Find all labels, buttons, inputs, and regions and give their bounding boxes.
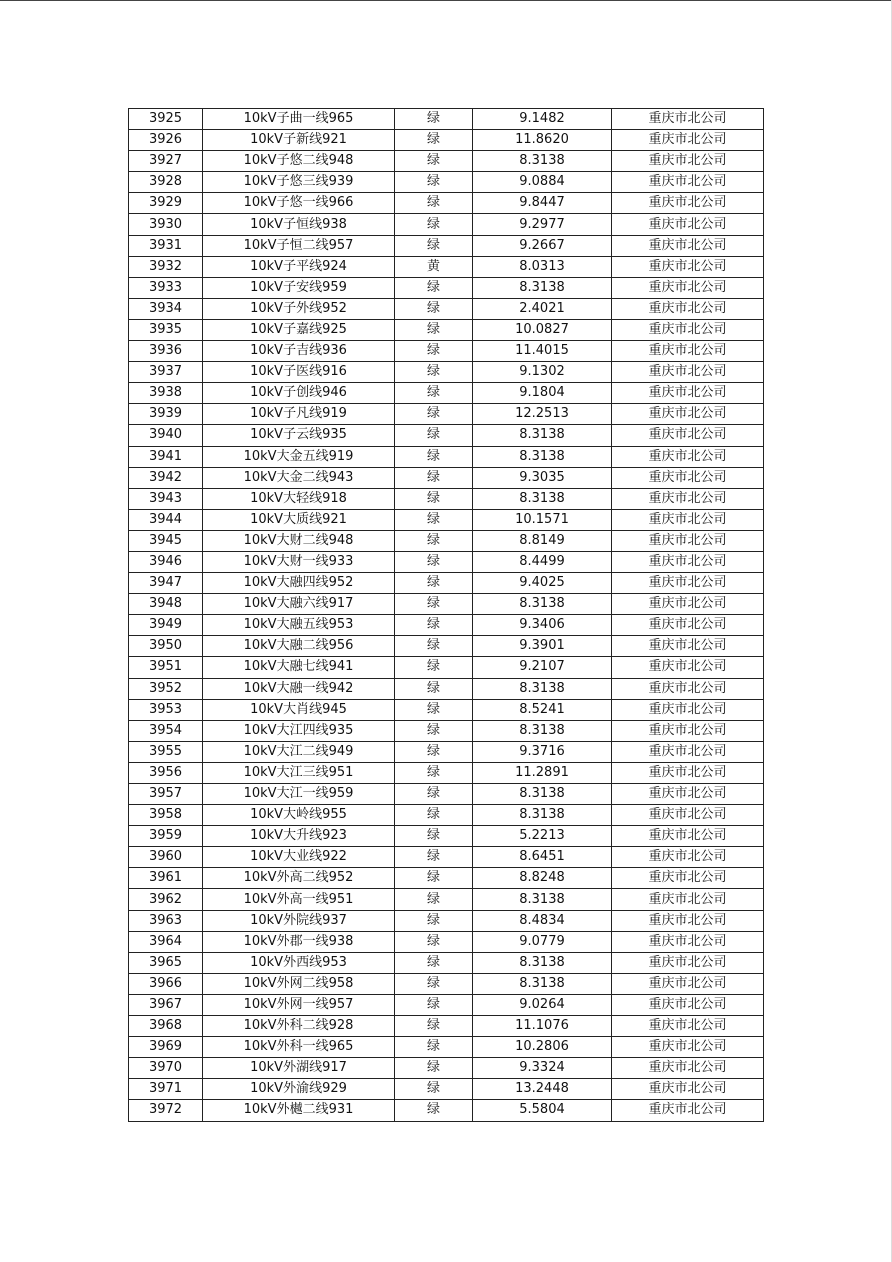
table-row	[129, 530, 764, 551]
company-cell: 重庆市北公司	[612, 193, 764, 214]
row-number-cell: 3969	[129, 1037, 203, 1058]
company-cell: 重庆市北公司	[612, 214, 764, 235]
row-number-cell: 3957	[129, 784, 203, 805]
value-cell: 9.1482	[473, 109, 612, 130]
table-row	[129, 1079, 764, 1100]
status-color-cell: 绿	[395, 973, 473, 994]
company-cell: 重庆市北公司	[612, 931, 764, 952]
table-row	[129, 994, 764, 1015]
row-number-cell: 3958	[129, 805, 203, 826]
status-color-cell: 绿	[395, 678, 473, 699]
company-cell: 重庆市北公司	[612, 847, 764, 868]
line-name-cell: 10kV子曲一线965	[203, 109, 395, 130]
table-row	[129, 319, 764, 340]
row-number-cell: 3935	[129, 319, 203, 340]
table-row	[129, 910, 764, 931]
company-cell: 重庆市北公司	[612, 151, 764, 172]
company-cell: 重庆市北公司	[612, 509, 764, 530]
line-name-cell: 10kV大江四线935	[203, 720, 395, 741]
company-cell: 重庆市北公司	[612, 1058, 764, 1079]
row-number-cell: 3942	[129, 467, 203, 488]
value-cell: 8.3138	[473, 488, 612, 509]
value-cell: 8.3138	[473, 973, 612, 994]
row-number-cell: 3971	[129, 1079, 203, 1100]
table-row	[129, 847, 764, 868]
table-row	[129, 214, 764, 235]
row-number-cell: 3952	[129, 678, 203, 699]
status-color-cell: 绿	[395, 636, 473, 657]
company-cell: 重庆市北公司	[612, 868, 764, 889]
row-number-cell: 3929	[129, 193, 203, 214]
value-cell: 9.3406	[473, 615, 612, 636]
status-color-cell: 绿	[395, 889, 473, 910]
status-color-cell: 绿	[395, 573, 473, 594]
line-name-cell: 10kV子悠一线966	[203, 193, 395, 214]
table-row	[129, 762, 764, 783]
status-color-cell: 绿	[395, 931, 473, 952]
status-color-cell: 绿	[395, 741, 473, 762]
row-number-cell: 3956	[129, 762, 203, 783]
value-cell: 11.8620	[473, 130, 612, 151]
value-cell: 9.8447	[473, 193, 612, 214]
line-name-cell: 10kV外樾二线931	[203, 1100, 395, 1121]
row-number-cell: 3960	[129, 847, 203, 868]
row-number-cell: 3946	[129, 551, 203, 572]
status-color-cell: 绿	[395, 1100, 473, 1121]
company-cell: 重庆市北公司	[612, 805, 764, 826]
value-cell: 8.3138	[473, 805, 612, 826]
line-name-cell: 10kV子平线924	[203, 256, 395, 277]
value-cell: 8.3138	[473, 151, 612, 172]
row-number-cell: 3940	[129, 425, 203, 446]
table-row	[129, 805, 764, 826]
row-number-cell: 3970	[129, 1058, 203, 1079]
table-row	[129, 1037, 764, 1058]
row-number-cell: 3951	[129, 657, 203, 678]
feeder-table-body	[129, 109, 764, 1122]
company-cell: 重庆市北公司	[612, 256, 764, 277]
table-row	[129, 784, 764, 805]
line-name-cell: 10kV大融七线941	[203, 657, 395, 678]
status-color-cell: 绿	[395, 383, 473, 404]
status-color-cell: 绿	[395, 720, 473, 741]
row-number-cell: 3961	[129, 868, 203, 889]
value-cell: 8.3138	[473, 446, 612, 467]
value-cell: 5.5804	[473, 1100, 612, 1121]
line-name-cell: 10kV大岭线955	[203, 805, 395, 826]
company-cell: 重庆市北公司	[612, 699, 764, 720]
line-name-cell: 10kV外科一线965	[203, 1037, 395, 1058]
company-cell: 重庆市北公司	[612, 826, 764, 847]
value-cell: 8.3138	[473, 594, 612, 615]
value-cell: 8.3138	[473, 678, 612, 699]
row-number-cell: 3944	[129, 509, 203, 530]
value-cell: 9.0264	[473, 994, 612, 1015]
row-number-cell: 3939	[129, 404, 203, 425]
line-name-cell: 10kV外院线937	[203, 910, 395, 931]
value-cell: 8.8248	[473, 868, 612, 889]
line-name-cell: 10kV大质线921	[203, 509, 395, 530]
company-cell: 重庆市北公司	[612, 467, 764, 488]
line-name-cell: 10kV外高一线951	[203, 889, 395, 910]
table-row	[129, 383, 764, 404]
value-cell: 8.8149	[473, 530, 612, 551]
line-name-cell: 10kV外科二线928	[203, 1016, 395, 1037]
status-color-cell: 绿	[395, 615, 473, 636]
value-cell: 8.3138	[473, 277, 612, 298]
status-color-cell: 绿	[395, 762, 473, 783]
row-number-cell: 3936	[129, 341, 203, 362]
status-color-cell: 绿	[395, 952, 473, 973]
line-name-cell: 10kV大融四线952	[203, 573, 395, 594]
table-row	[129, 931, 764, 952]
line-name-cell: 10kV外渝线929	[203, 1079, 395, 1100]
row-number-cell: 3967	[129, 994, 203, 1015]
line-name-cell: 10kV大肖线945	[203, 699, 395, 720]
line-name-cell: 10kV外湖线917	[203, 1058, 395, 1079]
row-number-cell: 3933	[129, 277, 203, 298]
row-number-cell: 3949	[129, 615, 203, 636]
line-name-cell: 10kV大财一线933	[203, 551, 395, 572]
row-number-cell: 3955	[129, 741, 203, 762]
table-row	[129, 1016, 764, 1037]
feeder-table	[128, 108, 764, 1122]
table-row	[129, 277, 764, 298]
table-row	[129, 151, 764, 172]
value-cell: 10.2806	[473, 1037, 612, 1058]
table-row	[129, 636, 764, 657]
status-color-cell: 绿	[395, 425, 473, 446]
status-color-cell: 绿	[395, 319, 473, 340]
company-cell: 重庆市北公司	[612, 720, 764, 741]
company-cell: 重庆市北公司	[612, 319, 764, 340]
status-color-cell: 绿	[395, 130, 473, 151]
table-row	[129, 826, 764, 847]
company-cell: 重庆市北公司	[612, 1037, 764, 1058]
status-color-cell: 绿	[395, 109, 473, 130]
line-name-cell: 10kV子医线916	[203, 362, 395, 383]
row-number-cell: 3948	[129, 594, 203, 615]
line-name-cell: 10kV子外线952	[203, 298, 395, 319]
row-number-cell: 3934	[129, 298, 203, 319]
table-row	[129, 256, 764, 277]
status-color-cell: 绿	[395, 298, 473, 319]
line-name-cell: 10kV大业线922	[203, 847, 395, 868]
row-number-cell: 3964	[129, 931, 203, 952]
line-name-cell: 10kV大江三线951	[203, 762, 395, 783]
value-cell: 2.4021	[473, 298, 612, 319]
row-number-cell: 3959	[129, 826, 203, 847]
table-row	[129, 467, 764, 488]
line-name-cell: 10kV子吉线936	[203, 341, 395, 362]
table-row	[129, 109, 764, 130]
status-color-cell: 绿	[395, 1016, 473, 1037]
table-row	[129, 594, 764, 615]
status-color-cell: 黄	[395, 256, 473, 277]
company-cell: 重庆市北公司	[612, 889, 764, 910]
status-color-cell: 绿	[395, 488, 473, 509]
row-number-cell: 3965	[129, 952, 203, 973]
value-cell: 8.4834	[473, 910, 612, 931]
value-cell: 9.3901	[473, 636, 612, 657]
value-cell: 11.2891	[473, 762, 612, 783]
value-cell: 11.4015	[473, 341, 612, 362]
table-row	[129, 130, 764, 151]
company-cell: 重庆市北公司	[612, 298, 764, 319]
row-number-cell: 3966	[129, 973, 203, 994]
value-cell: 9.4025	[473, 573, 612, 594]
company-cell: 重庆市北公司	[612, 973, 764, 994]
value-cell: 9.0779	[473, 931, 612, 952]
company-cell: 重庆市北公司	[612, 594, 764, 615]
table-row	[129, 1058, 764, 1079]
table-row	[129, 551, 764, 572]
table-row	[129, 509, 764, 530]
table-row	[129, 720, 764, 741]
company-cell: 重庆市北公司	[612, 615, 764, 636]
row-number-cell: 3937	[129, 362, 203, 383]
row-number-cell: 3931	[129, 235, 203, 256]
value-cell: 8.4499	[473, 551, 612, 572]
value-cell: 10.0827	[473, 319, 612, 340]
row-number-cell: 3925	[129, 109, 203, 130]
company-cell: 重庆市北公司	[612, 109, 764, 130]
table-row	[129, 952, 764, 973]
company-cell: 重庆市北公司	[612, 784, 764, 805]
line-name-cell: 10kV外高二线952	[203, 868, 395, 889]
line-name-cell: 10kV大金五线919	[203, 446, 395, 467]
value-cell: 13.2448	[473, 1079, 612, 1100]
line-name-cell: 10kV外网二线958	[203, 973, 395, 994]
page-top-border	[0, 0, 892, 1]
status-color-cell: 绿	[395, 214, 473, 235]
company-cell: 重庆市北公司	[612, 1016, 764, 1037]
status-color-cell: 绿	[395, 910, 473, 931]
row-number-cell: 3953	[129, 699, 203, 720]
status-color-cell: 绿	[395, 826, 473, 847]
line-name-cell: 10kV大升线923	[203, 826, 395, 847]
status-color-cell: 绿	[395, 530, 473, 551]
table-row	[129, 615, 764, 636]
status-color-cell: 绿	[395, 151, 473, 172]
line-name-cell: 10kV子安线959	[203, 277, 395, 298]
table-row	[129, 404, 764, 425]
row-number-cell: 3962	[129, 889, 203, 910]
company-cell: 重庆市北公司	[612, 341, 764, 362]
status-color-cell: 绿	[395, 1079, 473, 1100]
value-cell: 8.3138	[473, 425, 612, 446]
line-name-cell: 10kV大金二线943	[203, 467, 395, 488]
company-cell: 重庆市北公司	[612, 488, 764, 509]
status-color-cell: 绿	[395, 1037, 473, 1058]
status-color-cell: 绿	[395, 594, 473, 615]
value-cell: 9.3324	[473, 1058, 612, 1079]
value-cell: 8.3138	[473, 784, 612, 805]
row-number-cell: 3943	[129, 488, 203, 509]
status-color-cell: 绿	[395, 235, 473, 256]
status-color-cell: 绿	[395, 172, 473, 193]
row-number-cell: 3932	[129, 256, 203, 277]
table-row	[129, 235, 764, 256]
table-row	[129, 362, 764, 383]
status-color-cell: 绿	[395, 551, 473, 572]
table-row	[129, 678, 764, 699]
status-color-cell: 绿	[395, 784, 473, 805]
line-name-cell: 10kV大融一线942	[203, 678, 395, 699]
row-number-cell: 3968	[129, 1016, 203, 1037]
table-row	[129, 1100, 764, 1121]
row-number-cell: 3928	[129, 172, 203, 193]
line-name-cell: 10kV大融二线956	[203, 636, 395, 657]
line-name-cell: 10kV大融五线953	[203, 615, 395, 636]
status-color-cell: 绿	[395, 446, 473, 467]
line-name-cell: 10kV子悠三线939	[203, 172, 395, 193]
company-cell: 重庆市北公司	[612, 277, 764, 298]
status-color-cell: 绿	[395, 193, 473, 214]
table-row	[129, 573, 764, 594]
row-number-cell: 3930	[129, 214, 203, 235]
table-row	[129, 657, 764, 678]
table-row	[129, 341, 764, 362]
line-name-cell: 10kV子嘉线925	[203, 319, 395, 340]
row-number-cell: 3972	[129, 1100, 203, 1121]
line-name-cell: 10kV外郡一线938	[203, 931, 395, 952]
company-cell: 重庆市北公司	[612, 741, 764, 762]
line-name-cell: 10kV大江二线949	[203, 741, 395, 762]
company-cell: 重庆市北公司	[612, 1079, 764, 1100]
line-name-cell: 10kV子恒二线957	[203, 235, 395, 256]
value-cell: 12.2513	[473, 404, 612, 425]
line-name-cell: 10kV大轻线918	[203, 488, 395, 509]
company-cell: 重庆市北公司	[612, 383, 764, 404]
status-color-cell: 绿	[395, 847, 473, 868]
company-cell: 重庆市北公司	[612, 657, 764, 678]
value-cell: 9.2977	[473, 214, 612, 235]
line-name-cell: 10kV大江一线959	[203, 784, 395, 805]
line-name-cell: 10kV大财二线948	[203, 530, 395, 551]
value-cell: 8.3138	[473, 889, 612, 910]
row-number-cell: 3954	[129, 720, 203, 741]
table-row	[129, 741, 764, 762]
line-name-cell: 10kV外西线953	[203, 952, 395, 973]
company-cell: 重庆市北公司	[612, 952, 764, 973]
company-cell: 重庆市北公司	[612, 446, 764, 467]
company-cell: 重庆市北公司	[612, 130, 764, 151]
value-cell: 9.3035	[473, 467, 612, 488]
table-row	[129, 425, 764, 446]
value-cell: 5.2213	[473, 826, 612, 847]
row-number-cell: 3938	[129, 383, 203, 404]
line-name-cell: 10kV子云线935	[203, 425, 395, 446]
company-cell: 重庆市北公司	[612, 530, 764, 551]
company-cell: 重庆市北公司	[612, 1100, 764, 1121]
value-cell: 9.1804	[473, 383, 612, 404]
company-cell: 重庆市北公司	[612, 636, 764, 657]
status-color-cell: 绿	[395, 509, 473, 530]
line-name-cell: 10kV子创线946	[203, 383, 395, 404]
row-number-cell: 3941	[129, 446, 203, 467]
company-cell: 重庆市北公司	[612, 362, 764, 383]
row-number-cell: 3927	[129, 151, 203, 172]
value-cell: 8.3138	[473, 952, 612, 973]
table-row	[129, 868, 764, 889]
status-color-cell: 绿	[395, 341, 473, 362]
table-row	[129, 889, 764, 910]
table-row	[129, 446, 764, 467]
status-color-cell: 绿	[395, 868, 473, 889]
line-name-cell: 10kV子新线921	[203, 130, 395, 151]
status-color-cell: 绿	[395, 277, 473, 298]
value-cell: 9.1302	[473, 362, 612, 383]
line-name-cell: 10kV子悠二线948	[203, 151, 395, 172]
line-name-cell: 10kV子凡线919	[203, 404, 395, 425]
row-number-cell: 3947	[129, 573, 203, 594]
row-number-cell: 3926	[129, 130, 203, 151]
company-cell: 重庆市北公司	[612, 762, 764, 783]
table-row	[129, 973, 764, 994]
table-row	[129, 193, 764, 214]
value-cell: 9.0884	[473, 172, 612, 193]
row-number-cell: 3945	[129, 530, 203, 551]
company-cell: 重庆市北公司	[612, 678, 764, 699]
company-cell: 重庆市北公司	[612, 172, 764, 193]
value-cell: 9.2667	[473, 235, 612, 256]
company-cell: 重庆市北公司	[612, 573, 764, 594]
value-cell: 10.1571	[473, 509, 612, 530]
company-cell: 重庆市北公司	[612, 551, 764, 572]
line-name-cell: 10kV子恒线938	[203, 214, 395, 235]
status-color-cell: 绿	[395, 805, 473, 826]
company-cell: 重庆市北公司	[612, 235, 764, 256]
value-cell: 9.3716	[473, 741, 612, 762]
status-color-cell: 绿	[395, 657, 473, 678]
value-cell: 8.6451	[473, 847, 612, 868]
table-row	[129, 488, 764, 509]
status-color-cell: 绿	[395, 699, 473, 720]
status-color-cell: 绿	[395, 994, 473, 1015]
table-row	[129, 699, 764, 720]
value-cell: 8.5241	[473, 699, 612, 720]
value-cell: 11.1076	[473, 1016, 612, 1037]
value-cell: 8.3138	[473, 720, 612, 741]
status-color-cell: 绿	[395, 467, 473, 488]
row-number-cell: 3950	[129, 636, 203, 657]
value-cell: 9.2107	[473, 657, 612, 678]
row-number-cell: 3963	[129, 910, 203, 931]
company-cell: 重庆市北公司	[612, 910, 764, 931]
status-color-cell: 绿	[395, 404, 473, 425]
table-row	[129, 172, 764, 193]
company-cell: 重庆市北公司	[612, 425, 764, 446]
table-row	[129, 298, 764, 319]
line-name-cell: 10kV大融六线917	[203, 594, 395, 615]
value-cell: 8.0313	[473, 256, 612, 277]
status-color-cell: 绿	[395, 1058, 473, 1079]
company-cell: 重庆市北公司	[612, 994, 764, 1015]
line-name-cell: 10kV外网一线957	[203, 994, 395, 1015]
company-cell: 重庆市北公司	[612, 404, 764, 425]
status-color-cell: 绿	[395, 362, 473, 383]
